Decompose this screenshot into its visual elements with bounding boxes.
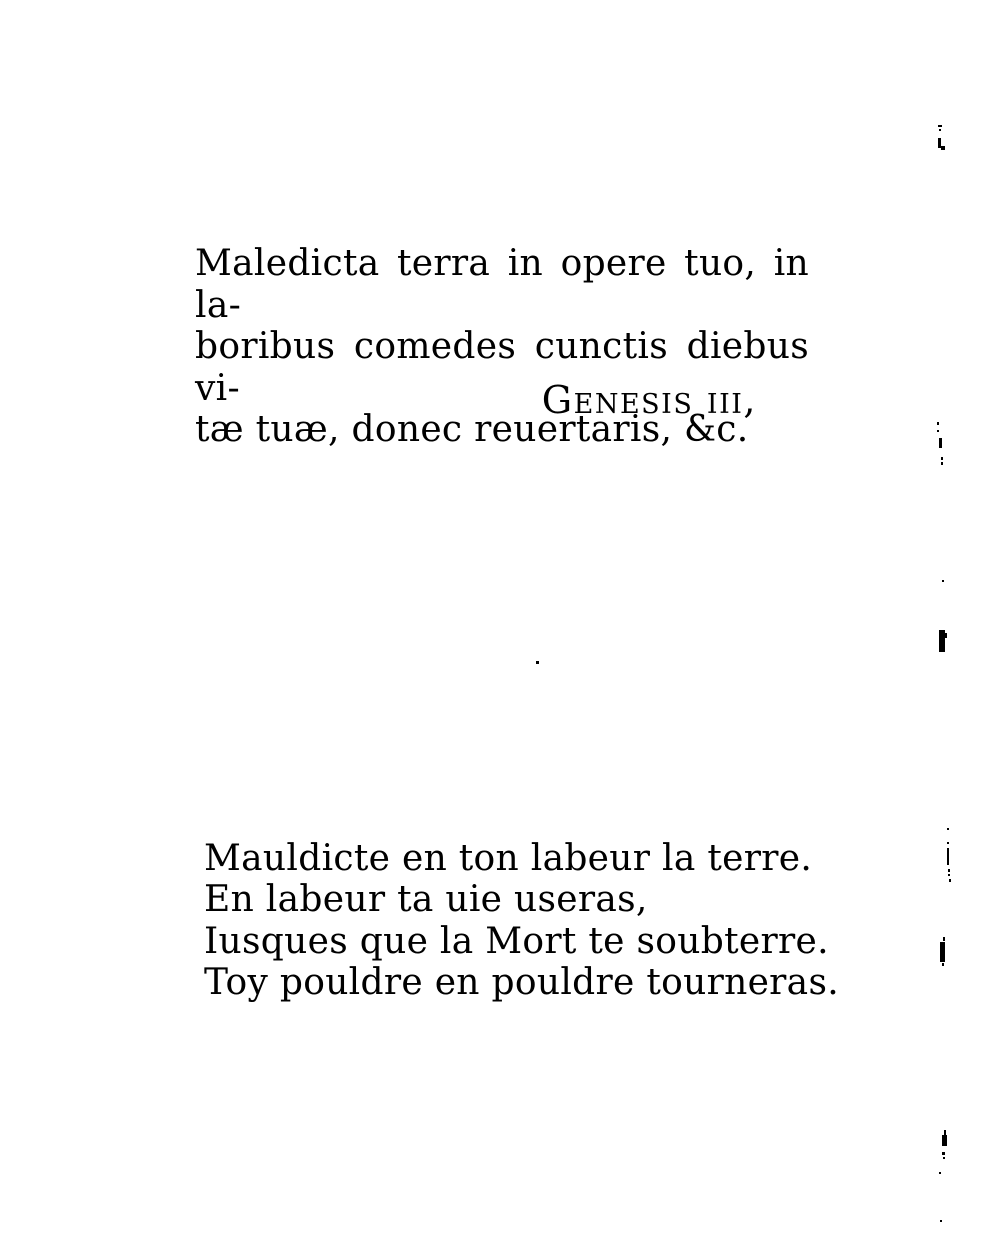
scan-artifact xyxy=(941,146,945,150)
scan-artifact xyxy=(948,874,950,876)
french-verse-line: Mauldicte en ton labeur la terre. xyxy=(204,838,813,879)
scan-artifact xyxy=(947,828,949,830)
scan-artifact xyxy=(937,430,939,432)
scan-artifact xyxy=(947,848,949,865)
scan-artifact xyxy=(948,869,950,872)
scan-artifact xyxy=(942,963,944,966)
scan-artifact xyxy=(939,1172,941,1174)
scan-artifact xyxy=(942,1135,947,1146)
scan-artifact xyxy=(942,1152,945,1155)
scan-artifact xyxy=(941,457,943,460)
latin-quote-line: Maledicta terra in opere tuo, in la- xyxy=(195,243,809,326)
scan-artifact xyxy=(941,462,943,465)
french-verse xyxy=(204,838,844,1003)
scan-artifact xyxy=(940,1220,942,1222)
latin-quote-line: tæ tuæ, donec reuertaris, &c. xyxy=(195,409,749,450)
latin-quote-line: boribus comedes cunctis diebus vi- xyxy=(195,326,809,409)
french-verse-line: En labeur ta uie useras, xyxy=(204,879,648,921)
scan-artifact xyxy=(939,129,941,131)
french-verse-line: Iusques que la Mort te soubterre. xyxy=(204,920,829,962)
french-verse-line: Toy pouldre en pouldre tourneras. xyxy=(204,961,839,1003)
scan-artifact xyxy=(942,580,944,582)
scan-artifact xyxy=(943,1157,945,1159)
scan-artifact xyxy=(536,661,539,664)
scan-artifact xyxy=(937,422,939,425)
scan-artifact xyxy=(939,438,942,448)
scan-artifact xyxy=(938,125,942,127)
scan-artifact xyxy=(949,879,951,882)
scan-artifact xyxy=(943,937,945,941)
scan-artifact xyxy=(947,842,949,844)
scan-artifact xyxy=(944,633,947,638)
scripture-citation: Genesis iii, xyxy=(541,378,757,422)
scan-artifact xyxy=(940,942,945,962)
